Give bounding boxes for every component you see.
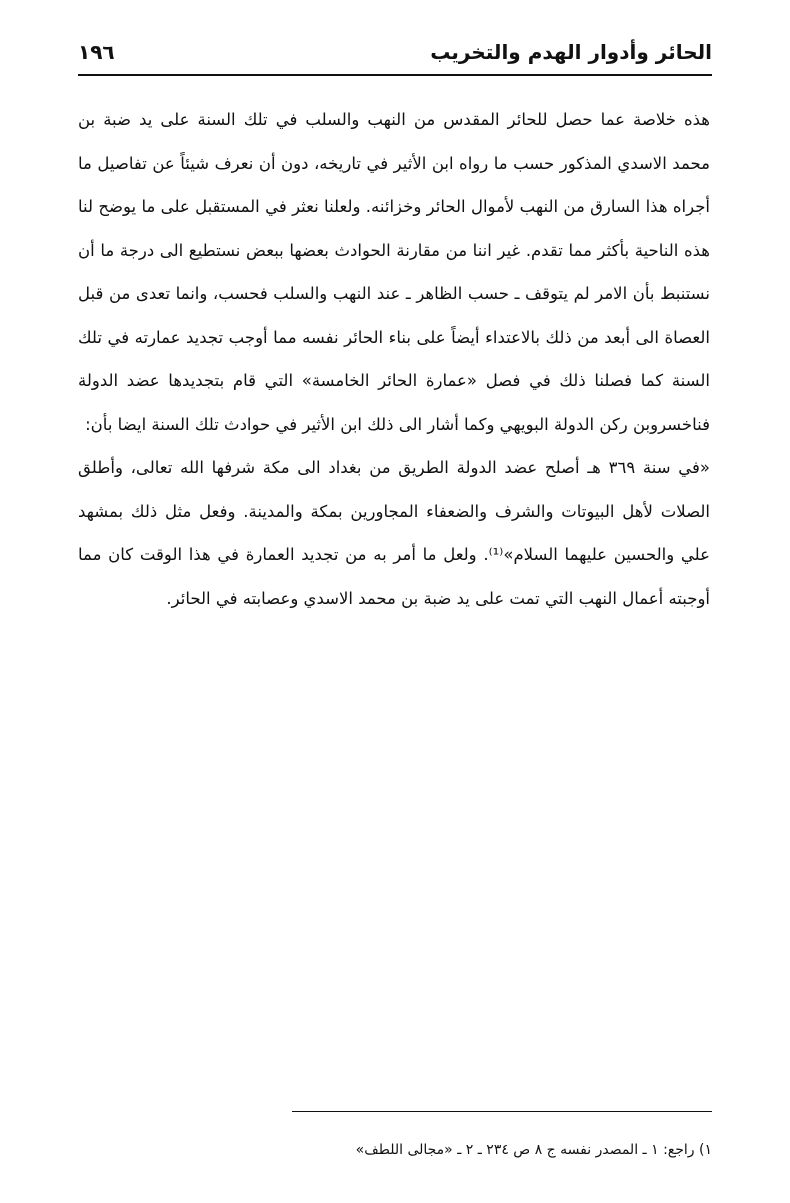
header-rule xyxy=(78,74,712,76)
paragraph-2: «في سنة ٣٦٩ هـ أصلح عضد الدولة الطريق من بغداد الى مكة شرفها الله تعالى، وأطلق الصلات لأهل البيوتات والشرف والضعفاء المجاورين بمكة والمدينة. وفعل مثل ذلك بمشهد علي والحسين عليهما السلام»⁽¹⁾. ولعل ما أمر به من تجديد العمارة في هذا الوقت كان مما أوجبته أعمال النهب التي تمت على يد ضبة بن محمد الاسدي وعصابته في الحائر. xyxy=(78,458,710,608)
footnote-rule xyxy=(292,1111,712,1112)
main-text xyxy=(78,98,710,620)
page-number: ١٩٦ xyxy=(78,40,115,64)
footnote: ١) راجع: ١ ـ المصدر نفسه ج ٨ ص ٢٣٤ ـ ٢ ـ «مجالى اللطف» xyxy=(355,1142,712,1158)
paragraph-1: هذه خلاصة عما حصل للحائر المقدس من النهب والسلب في تلك السنة على يد ضبة بن محمد الاسدي المذكور حسب ما رواه ابن الأثير في تاريخه، دون أن نعرف شيئاً عن تفاصيل ما أجراه هذا السارق من النهب لأموال الحائر وخزائنه. ولعلنا نعثر في المستقبل على ما يوضح لنا هذه الناحية بأكثر مما تقدم. غير اننا من مقارنة الحوادث بعضها ببعض نستطيع الى درجة ما أن نستنبط بأن الامر لم يتوقف ـ حسب الظاهر ـ عند النهب والسلب فحسب، وانما تعدى من قبل العصاة الى أبعد من ذلك بالاعتداء أيضاً على بناء الحائر نفسه مما أوجب تجديد عمارته في تلك السنة كما فصلنا ذلك في فصل «عمارة الحائر الخامسة» التي قام بتجديدها عضد الدولة فناخسروبن ركن الدولة البويهي وكما أشار الى ذلك ابن الأثير في حوادث تلك السنة ايضا بأن: xyxy=(78,110,710,434)
page-header xyxy=(78,34,712,70)
running-title: الحائر وأدوار الهدم والتخريب xyxy=(430,40,712,64)
